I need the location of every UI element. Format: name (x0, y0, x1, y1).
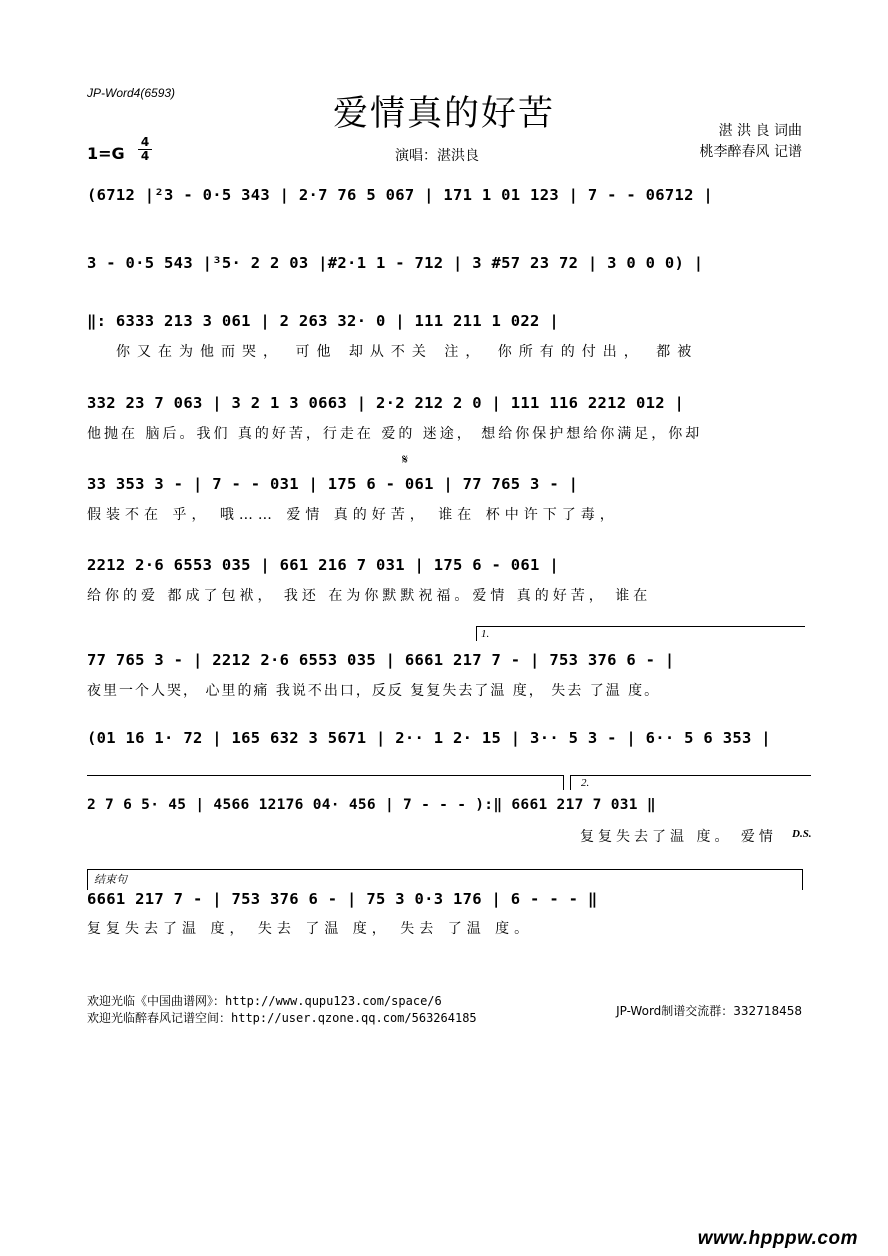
system-5-lyrics: 假装不在 乎， 哦…… 爱情 真的好苦， 谁在 杯中许下了毒， (87, 507, 619, 523)
source-label: JP-Word4(6593) (87, 86, 176, 100)
system-7-lyrics: 夜里一个人哭， 心里的痛 我说不出口，反反 复复失去了温 度， 失去 了温 度。 (87, 683, 661, 699)
volta-2-label: 2. (581, 777, 590, 789)
site-watermark: www.hpppw.com (697, 1228, 858, 1249)
system-9-notes: 2 7 6 5· 45 | 4566 12176 04· 456 | 7 - - - ):‖ 6661 217 7 031 ‖ (87, 797, 656, 813)
footer-link-qupu: 欢迎光临《中国曲谱网》：http://www.qupu123.com/space/6 (87, 994, 442, 1008)
system-7-notes: 77 765 3 - | 2212 2·6 6553 035 | 6661 217 7 - | 753 376 6 - | (87, 651, 675, 669)
footer-link-qzone: 欢迎光临醉春风记谱空间：http://user.qzone.qq.com/563264185 (87, 1011, 477, 1025)
credits (700, 121, 802, 163)
time-signature-bottom: 4 (140, 149, 150, 163)
system-4-lyrics: 他抛在 脑后。我们 真的好苦，行走在 爱的 迷途， 想给你保护想给你满足，你却 (87, 426, 703, 442)
time-signature (138, 136, 152, 163)
system-10-lyrics: 复复失去了温 度， 失去 了温 度， 失去 了温 度。 (87, 921, 534, 937)
volta-1-bracket (476, 626, 805, 641)
system-2-notes: 3 - 0·5 543 |³5· 2 2 03 |#2·1 1 - 712 | 3 #57 23 72 | 3 0 0 0) | (87, 254, 704, 272)
ending-label: 结束句 (94, 874, 127, 886)
composer-credit: 湛 洪 良 词曲 (718, 123, 802, 139)
volta-1-label: 1. (481, 628, 490, 640)
system-10-notes: 6661 217 7 - | 753 376 6 - | 75 3 0·3 176 | 6 - - - ‖ (87, 890, 598, 908)
system-9-lyrics: 复复失去了温 度。 爱情 (580, 829, 777, 845)
system-5-notes: 33 353 3 - | 7 - - 031 | 175 6 - 061 | 77 765 3 - | (87, 475, 579, 493)
system-1-notes: (6712 |²3 - 0·5 343 | 2·7 76 5 067 | 171 1 01 123 | 7 - - 06712 | (87, 186, 714, 204)
footer-links (87, 993, 477, 1027)
key-signature: 1=G (87, 144, 125, 163)
ending-bracket (87, 869, 803, 890)
volta-1-bracket-continued (87, 775, 564, 790)
system-3-lyrics: 你又在为他而哭， 可他 却从不关 注， 你所有的付出， 都被 (116, 344, 699, 360)
ds-marker: D.S. (792, 828, 812, 840)
system-3-notes: ‖: 6333 213 3 061 | 2 263 32· 0 | 111 211 1 022 | (87, 312, 559, 330)
song-title: 爱情真的好苦 (332, 94, 555, 134)
transcriber-credit: 桃李醉春风 记谱 (699, 144, 802, 160)
system-6-notes: 2212 2·6 6553 035 | 661 216 7 031 | 175 6 - 061 | (87, 556, 559, 574)
segno-sign: 𝄋 (402, 452, 409, 468)
volta-2-bracket (570, 775, 811, 790)
time-signature-top: 4 (140, 135, 150, 149)
system-8-notes: (01 16 1· 72 | 165 632 3 5671 | 2·· 1 2· 15 | 3·· 5 3 - | 6·· 5 6 353 | (87, 729, 771, 747)
footer-group: JP-Word制谱交流群：332718458 (616, 1004, 802, 1018)
singer-credit: 演唱：湛洪良 (395, 148, 479, 164)
system-4-notes: 332 23 7 063 | 3 2 1 3 0663 | 2·2 212 2 0 | 111 116 2212 012 | (87, 394, 685, 412)
system-6-lyrics: 给你的爱 都成了包袱， 我还 在为你默默祝福。爱情 真的好苦， 谁在 (87, 588, 652, 604)
